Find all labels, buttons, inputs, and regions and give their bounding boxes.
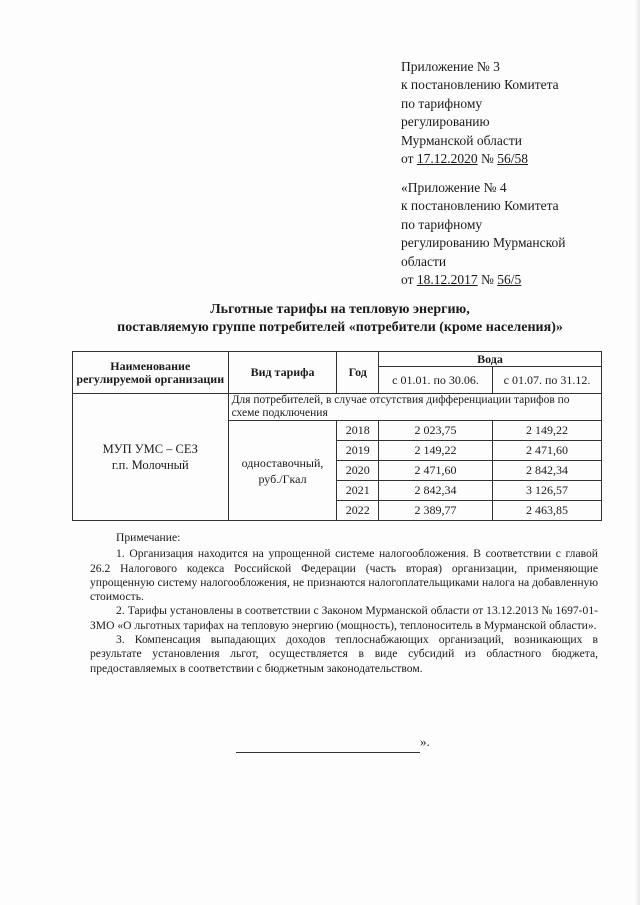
tariff-table	[72, 351, 602, 521]
scan-edge	[634, 0, 640, 905]
header-period-2: с 01.07. по 31.12.	[493, 367, 602, 394]
year-cell: 2022	[337, 501, 378, 521]
title-line: поставляемую группе потребителей «потребители (кроме населения)»	[117, 320, 563, 335]
resolution-number: 56/58	[497, 151, 529, 167]
tariff-kind-cell	[228, 421, 337, 521]
number-sign: №	[477, 272, 498, 288]
document-title	[60, 301, 620, 337]
appendix-line: области	[401, 253, 447, 269]
org-name-line: МУП УМС – СЕЗ	[102, 442, 198, 456]
appendix-header-previous	[401, 179, 565, 289]
header-org: Наименование регулируемой организации	[73, 352, 229, 394]
appendix-date-line	[401, 271, 565, 289]
tariff-value: 2 842,34	[378, 481, 492, 501]
tariff-value: 2 023,75	[378, 421, 492, 441]
appendix-line: по тарифному	[401, 216, 483, 232]
closing-quote: ».	[420, 734, 430, 749]
org-name-line: г.п. Молочный	[111, 458, 189, 472]
tariff-value: 2 149,22	[378, 441, 492, 461]
year-cell: 2021	[337, 481, 378, 501]
tariff-kind-line: одноставочный,	[241, 455, 324, 470]
appendix-line: регулированию	[401, 114, 490, 130]
tariff-value: 2 389,77	[378, 501, 492, 521]
header-period-1: с 01.01. по 30.06.	[378, 367, 492, 394]
number-sign: №	[477, 151, 498, 167]
header-kind: Вид тарифа	[228, 352, 337, 394]
appendix-line: регулированию Мурманской	[401, 235, 566, 251]
notes-heading: Примечание:	[116, 531, 181, 544]
title-line: Льготные тарифы на тепловую энергию,	[210, 302, 470, 317]
year-cell: 2019	[337, 441, 378, 461]
table-header-row	[73, 352, 602, 367]
note-item: 1. Организация находится на упрощенной системе налогообложения. В соответствии с главой 26.2 Налогового кодекса Российской Федерации (часть вторая) организации, применяющие упрощенную систему налогообложения, не признаются налогоплательщиками налога на добавленную стоимость.	[90, 547, 598, 604]
date-prefix: от	[401, 151, 417, 167]
year-cell: 2018	[337, 421, 378, 441]
resolution-number: 56/5	[497, 272, 522, 288]
tariff-value: 2 471,60	[378, 461, 492, 481]
appendix-line: к постановлению Комитета	[401, 198, 559, 214]
appendix-line: Мурманской области	[401, 132, 522, 148]
signature-line	[236, 738, 420, 753]
appendix-line: к постановлению Комитета	[401, 77, 559, 93]
resolution-date: 18.12.2017	[416, 272, 478, 288]
header-year: Год	[337, 352, 378, 394]
appendix-line: по тарифному	[401, 95, 483, 111]
appendix-line: Приложение № 3	[401, 59, 500, 74]
tariff-value: 2 842,34	[493, 461, 602, 481]
note-item: 2. Тарифы установлены в соответствии с Законом Мурманской области от 13.12.2013 № 1697-01-ЗМО «О льготных тарифах на тепловую энергию (мощность), теплоноситель в Мурманской области».	[90, 604, 598, 632]
tariff-value: 2 463,85	[493, 501, 602, 521]
notes-section	[90, 531, 598, 676]
year-cell: 2020	[337, 461, 378, 481]
appendix-line: «Приложение № 4	[401, 180, 507, 195]
appendix-header-current	[401, 58, 559, 168]
tariff-value: 2 471,60	[493, 441, 602, 461]
resolution-date: 17.12.2020	[416, 151, 478, 167]
date-prefix: от	[401, 272, 417, 288]
tariff-kind-line: руб./Гкал	[258, 471, 307, 486]
appendix-date-line	[401, 150, 559, 168]
header-water: Вода	[378, 352, 601, 367]
table-row	[73, 394, 602, 421]
scheme-note: Для потребителей, в случае отсутствия дифференциации тарифов по схеме подключения	[228, 394, 601, 421]
tariff-value: 2 149,22	[493, 421, 602, 441]
tariff-value: 3 126,57	[493, 481, 602, 501]
note-item: 3. Компенсация выпадающих доходов теплоснабжающих организаций, возникающих в результате установления льгот, осуществляется в виде субсидий из областного бюджета, предоставляемых в соответствии с бюджетным законодательством.	[90, 633, 598, 675]
org-name-cell	[73, 394, 229, 521]
